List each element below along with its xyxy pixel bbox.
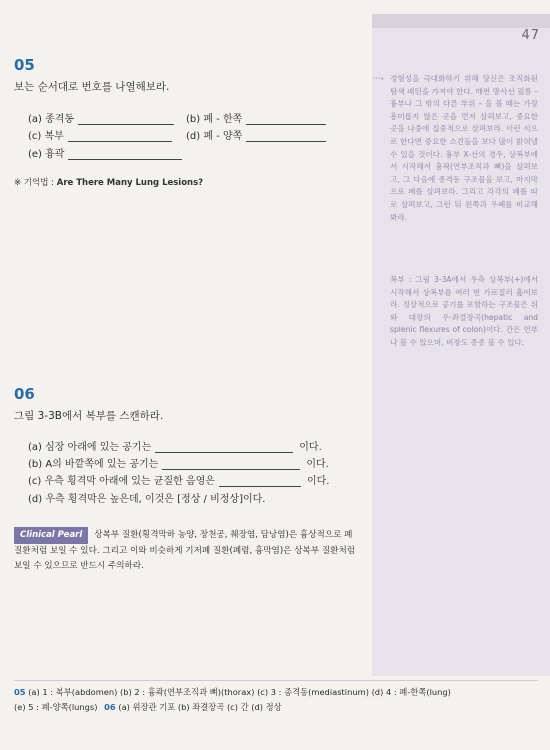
answer-key-line-2 [14,700,538,715]
question-06-prompt: 그림 3-3B에서 복부를 스캔하라. [14,410,164,422]
q05-item-e-label: (e) 흉곽 [28,149,65,160]
q06-item-a [28,438,322,453]
sidebar-paragraph-1: 정형성을 극대화하기 위해 당신은 조직화된 탐색 패턴을 가져야 한다. 매번 방사선 필름 – 흉부나 그 밖의 다른 부위 – 을 볼 때는 가장 흥미롭지 않은 곳을 먼저 살펴보고, 중요한 곳을 나중에 집중적으로 살펴보라. 이런 식으로 한다면 중요한 소견들을 보다 많이 밝혀낼 수 있을 것이다. 흉부 X-선의 경우, 상복부에서 시작해서 흉곽(연부조직과 뼈)을 살펴보고, 그 다음에 종격동 구조물을 보고, 마지막으로 폐를 살펴보라. 그리고 각각의 폐를 따로 살펴보고, 그런 뒤 왼쪽과 우폐를 비교해봐라. [390,74,538,222]
q05-item-d-label: (d) 폐 - 양쪽 [186,131,243,142]
answer-blank[interactable] [246,141,326,142]
sidebar-header-band [372,14,550,28]
q06-item-c-suffix: 이다. [306,476,330,487]
answer-key [14,680,538,721]
page-number: 47 [521,28,540,43]
question-05-number: 05 [14,56,35,74]
answer-blank[interactable] [219,486,301,487]
q05-item-d [186,127,326,142]
q05-item-a [28,110,174,125]
q05-item-c [28,127,172,142]
q06-item-b-text: (b) A의 바깥쪽에 있는 공기는 [28,459,159,470]
mnemonic-prefix: ※ 기억법 : [14,178,57,188]
clinical-pearl [14,527,359,574]
answer-blank[interactable] [68,159,182,160]
answer-blank[interactable] [246,124,326,125]
q05-item-a-label: (a) 종격동 [28,114,75,125]
q06-item-c [28,472,329,487]
answer-key-06-text: (a) 위장관 기포 (b) 좌결장곡 (c) 간 (d) 정상 [118,702,282,712]
q06-item-b [28,455,329,470]
answer-blank[interactable] [68,141,172,142]
answer-key-05-label: 05 [14,687,26,697]
answer-key-06-label: 06 [104,702,116,712]
q05-item-c-label: (c) 복부 [28,131,64,142]
q06-item-a-text: (a) 심장 아래에 있는 공기는 [28,442,152,453]
question-05-prompt: 보는 순서대로 번호를 나열해보라. [14,81,170,93]
arrow-icon: ···› [373,74,384,83]
q06-item-b-suffix: 이다. [306,459,329,470]
answer-blank[interactable] [162,469,300,470]
mnemonic-text: Are There Many Lung Lesions? [56,178,204,188]
q05-item-b [186,110,326,125]
answer-blank[interactable] [78,124,174,125]
q06-item-a-suffix: 이다. [299,442,322,453]
mnemonic-note [14,176,203,188]
q05-item-e [28,145,182,160]
clinical-pearl-text: 상복부 질환(횡격막하 농양, 장천공, 췌장염, 담낭염)은 흉상적으로 폐질환처럼 보일 수 있다. 그리고 이와 비슷하게 기저폐 질환(폐렴, 흉막염)은 상복부 질환처럼 보일 수 있으므로 반드시 주의하라. [14,530,356,571]
answer-key-05-text: (a) 1 : 복부(abdomen) (b) 2 : 흉곽(연부조직과 뼈)(thorax) (c) 3 : 종격동(mediastinum) (d) 4 : 폐-한쪽(lung) [28,687,451,697]
answer-key-line-1 [14,685,538,700]
q06-item-d [28,490,265,505]
clinical-pearl-badge: Clinical Pearl [14,527,88,544]
answer-blank[interactable] [155,452,293,453]
question-06-number: 06 [14,385,35,403]
answer-key-05e-text: (e) 5 : 폐-양쪽(lungs) [14,702,98,712]
sidebar-paragraph-2: 복부 : 그림 3-3A에서 우측 상복부(+)에서 시작해서 상복부를 여러 번 가로질러 훑어보라. 정상적으로 공기를 포함하는 구조물은 위와 대장의 우·좌결장곡(hepatic and splenic flexures of colon)이다. 간은 연부나 볼 수 있으며, 비장도 종종 볼 수 있다. [390,275,538,347]
q06-item-d-text: (d) 우측 횡격막은 높은데, 이것은 [정상 / 비정상]이다. [28,494,266,505]
q06-item-c-text: (c) 우측 횡격막 아래에 있는 균질한 음영은 [28,476,215,487]
q05-item-b-label: (b) 폐 - 한쪽 [186,114,243,125]
